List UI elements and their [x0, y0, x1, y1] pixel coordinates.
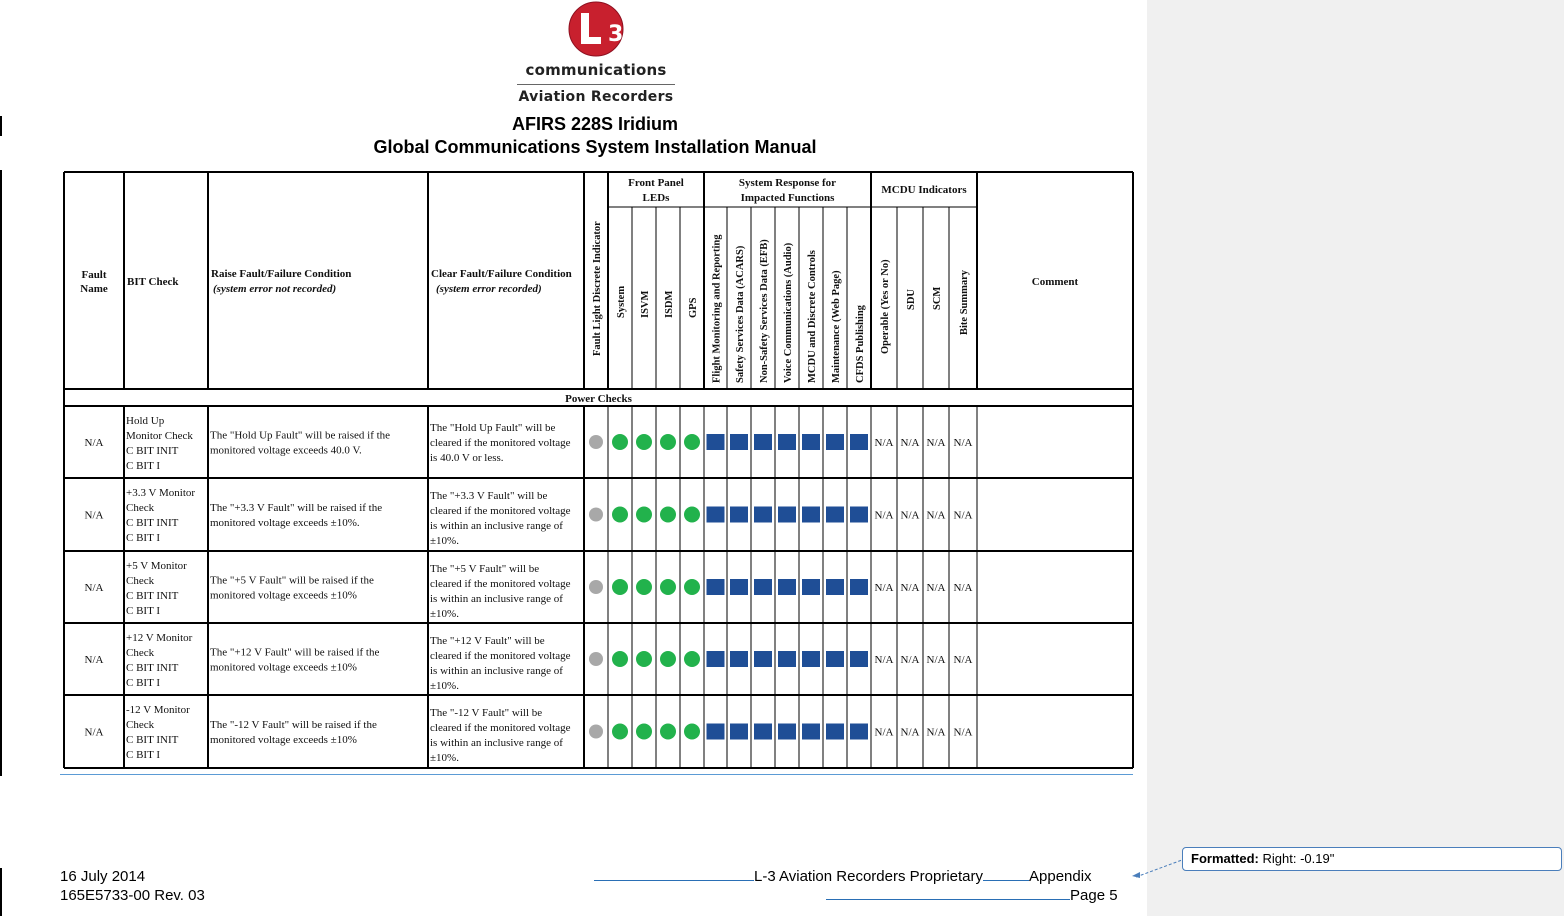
system-response-indicator: [754, 724, 772, 740]
row-clear-text: is 40.0 V or less.: [430, 452, 504, 464]
row-bit-check: C BIT INIT: [126, 445, 179, 457]
row-fault-name: N/A: [84, 726, 104, 739]
row-mcdu-value: N/A: [900, 582, 920, 594]
callout-label: Formatted:: [1191, 851, 1259, 866]
system-response-indicator: [730, 579, 748, 595]
col-header-front-panel: System: [616, 285, 627, 318]
row-mcdu-value: N/A: [900, 437, 920, 449]
row-clear-text: ±10%.: [430, 535, 459, 547]
col-header-clear: Clear Fault/Failure Condition: [431, 268, 572, 280]
system-response-indicator: [778, 507, 796, 523]
row-clear-text: cleared if the monitored voltage: [430, 437, 571, 449]
col-header-system-response: CFDS Publishing: [855, 305, 866, 383]
row-clear-text: cleared if the monitored voltage: [430, 505, 571, 517]
row-raise-text: The "Hold Up Fault" will be raised if the: [210, 429, 391, 442]
callout-connector: [1130, 858, 1190, 878]
row-clear-text: cleared if the monitored voltage: [430, 578, 571, 590]
col-header-fault-name: Name: [80, 283, 108, 295]
system-response-indicator: [850, 579, 868, 595]
row-mcdu-value: N/A: [874, 582, 894, 594]
row-clear-text: The "-12 V Fault" will be: [430, 707, 543, 719]
row-raise-text: The "-12 V Fault" will be raised if the: [210, 719, 377, 731]
system-response-indicator: [754, 651, 772, 667]
row-clear-text: is within an inclusive range of: [430, 737, 563, 749]
front-panel-led-indicator: [660, 434, 676, 450]
row-bit-check: C BIT I: [126, 677, 161, 689]
col-header-fault-light: Fault Light Discrete Indicator: [592, 221, 603, 356]
row-mcdu-value: N/A: [874, 654, 894, 666]
system-response-indicator: [778, 724, 796, 740]
row-clear-text: ±10%.: [430, 752, 459, 764]
row-mcdu-value: N/A: [926, 726, 946, 739]
col-header-mcdu: SCM: [932, 286, 943, 310]
row-mcdu-value: N/A: [953, 437, 973, 449]
row-raise-text: The "+12 V Fault" will be raised if the: [210, 646, 380, 659]
footer-underline: [983, 868, 1029, 881]
col-header-comment: Comment: [1031, 276, 1079, 288]
row-clear-text: is within an inclusive range of: [430, 520, 563, 532]
front-panel-led-indicator: [612, 579, 628, 595]
front-panel-led-indicator: [612, 651, 628, 667]
row-clear-text: The "Hold Up Fault" will be: [430, 422, 556, 434]
front-panel-led-indicator: [684, 724, 700, 740]
system-response-indicator: [850, 434, 868, 450]
logo-line-2: Aviation Recorders: [518, 89, 674, 105]
row-bit-check: Check: [126, 647, 155, 659]
row-raise-text: monitored voltage exceeds ±10%: [210, 661, 357, 674]
row-bit-check: Hold Up: [126, 415, 165, 427]
col-header-bit-check: BIT Check: [127, 276, 179, 288]
row-mcdu-value: N/A: [953, 582, 973, 594]
row-mcdu-value: N/A: [900, 654, 920, 666]
col-header-system-response: MCDU and Discrete Controls: [807, 250, 818, 383]
system-response-indicator: [802, 724, 820, 740]
col-header-front-panel: ISDM: [664, 290, 675, 318]
logo-badge-digit: 3: [608, 22, 624, 47]
row-clear-text: ±10%.: [430, 608, 459, 620]
system-response-indicator: [826, 579, 844, 595]
row-mcdu-value: N/A: [953, 726, 973, 739]
system-response-indicator: [802, 579, 820, 595]
row-mcdu-value: N/A: [900, 726, 920, 739]
row-mcdu-value: N/A: [900, 509, 920, 522]
footer-page: Page 5: [1070, 887, 1118, 904]
col-header-mcdu: Operable (Yes or No): [880, 259, 891, 354]
row-mcdu-value: N/A: [926, 654, 946, 666]
col-header-system-response: Safety Services Data (ACARS): [735, 245, 746, 383]
row-bit-check: +5 V Monitor: [126, 560, 187, 572]
group-header-system-response: System Response for: [738, 177, 837, 189]
row-bit-check: +3.3 V Monitor: [126, 487, 196, 499]
front-panel-led-indicator: [660, 579, 676, 595]
system-response-indicator: [707, 651, 725, 667]
front-panel-led-indicator: [684, 434, 700, 450]
footer-doc-number: 165E5733-00 Rev. 03: [60, 887, 205, 904]
row-bit-check: -12 V Monitor: [126, 704, 190, 716]
system-response-indicator: [707, 724, 725, 740]
footer-page-line: [826, 887, 1118, 905]
system-response-indicator: [850, 724, 868, 740]
comment-margin-panel: [1147, 0, 1564, 916]
document-title: AFIRS 228S Iridium: [511, 114, 679, 134]
system-response-indicator: [730, 724, 748, 740]
col-header-front-panel: GPS: [688, 297, 699, 318]
row-mcdu-value: N/A: [926, 582, 946, 594]
document-subtitle: Global Communications System Installation Manual: [373, 137, 817, 157]
row-fault-name: N/A: [84, 437, 104, 449]
front-panel-led-indicator: [684, 579, 700, 595]
group-header-front-panel: Front Panel: [628, 177, 684, 189]
front-panel-led-indicator: [636, 724, 652, 740]
col-header-system-response: Maintenance (Web Page): [831, 270, 842, 383]
group-header-mcdu: MCDU Indicators: [881, 184, 967, 196]
row-bit-check: C BIT I: [126, 605, 161, 617]
system-response-indicator: [707, 434, 725, 450]
system-response-indicator: [802, 651, 820, 667]
system-response-indicator: [802, 434, 820, 450]
system-response-indicator: [707, 507, 725, 523]
front-panel-led-indicator: [636, 507, 652, 523]
fault-light-indicator: [589, 435, 603, 449]
fault-light-indicator: [589, 580, 603, 594]
system-response-indicator: [778, 651, 796, 667]
col-header-system-response: Voice Communications (Audio): [783, 242, 794, 383]
row-bit-check: C BIT INIT: [126, 590, 179, 602]
row-fault-name: N/A: [84, 582, 104, 594]
callout-text: Right: -0.19": [1262, 851, 1335, 866]
col-header-system-response: Non-Safety Services Data (EFB): [759, 239, 770, 383]
col-header-mcdu: Bite Summary: [959, 269, 970, 335]
row-mcdu-value: N/A: [874, 437, 894, 449]
row-bit-check: Check: [126, 719, 155, 731]
front-panel-led-indicator: [636, 579, 652, 595]
footer-section: Appendix: [1029, 868, 1092, 885]
footer-underline: [594, 868, 754, 881]
fault-light-indicator: [589, 725, 603, 739]
front-panel-led-indicator: [660, 651, 676, 667]
system-response-indicator: [802, 507, 820, 523]
row-mcdu-value: N/A: [953, 509, 973, 522]
col-header-raise: Raise Fault/Failure Condition: [211, 268, 352, 280]
row-bit-check: C BIT I: [126, 749, 161, 761]
row-mcdu-value: N/A: [874, 509, 894, 522]
front-panel-led-indicator: [612, 724, 628, 740]
row-bit-check: C BIT INIT: [126, 517, 179, 529]
row-bit-check: C BIT I: [126, 460, 161, 472]
system-response-indicator: [754, 434, 772, 450]
front-panel-led-indicator: [660, 724, 676, 740]
row-mcdu-value: N/A: [953, 654, 973, 666]
col-header-mcdu: SDU: [906, 288, 917, 310]
group-header-front-panel: LEDs: [642, 192, 670, 204]
row-raise-text: monitored voltage exceeds 40.0 V.: [210, 444, 362, 457]
system-response-indicator: [730, 651, 748, 667]
fault-light-indicator: [589, 508, 603, 522]
row-fault-name: N/A: [84, 654, 104, 666]
system-response-indicator: [826, 724, 844, 740]
front-panel-led-indicator: [612, 507, 628, 523]
row-bit-check: +12 V Monitor: [126, 632, 193, 644]
row-bit-check: C BIT INIT: [126, 662, 179, 674]
footer-date: 16 July 2014: [60, 868, 146, 885]
system-response-indicator: [826, 651, 844, 667]
row-clear-text: The "+12 V Fault" will be: [430, 635, 545, 647]
row-raise-text: monitored voltage exceeds ±10%: [210, 589, 357, 602]
col-header-clear-note: (system error recorded): [436, 283, 542, 295]
front-panel-led-indicator: [660, 507, 676, 523]
section-title: Power Checks: [565, 393, 632, 405]
system-response-indicator: [730, 507, 748, 523]
logo-line-1: communications: [525, 61, 667, 79]
footer-underline: [826, 887, 1070, 900]
change-bar: [0, 868, 2, 916]
row-clear-text: cleared if the monitored voltage: [430, 650, 571, 662]
row-bit-check: Monitor Check: [126, 430, 193, 442]
system-response-indicator: [707, 579, 725, 595]
formatting-callout[interactable]: [1182, 847, 1562, 871]
group-header-system-response: Impacted Functions: [740, 192, 835, 204]
col-header-front-panel: ISVM: [640, 290, 651, 318]
row-raise-text: The "+3.3 V Fault" will be raised if the: [210, 502, 383, 514]
row-bit-check: C BIT I: [126, 532, 161, 544]
row-fault-name: N/A: [84, 509, 104, 522]
row-mcdu-value: N/A: [926, 437, 946, 449]
row-clear-text: The "+5 V Fault" will be: [430, 563, 540, 575]
front-panel-led-indicator: [684, 651, 700, 667]
system-response-indicator: [850, 507, 868, 523]
front-panel-led-indicator: [636, 434, 652, 450]
row-clear-text: is within an inclusive range of: [430, 665, 563, 677]
col-header-system-response: Flight Monitoring and Reporting: [711, 234, 723, 383]
front-panel-led-indicator: [684, 507, 700, 523]
row-clear-text: The "+3.3 V Fault" will be: [430, 490, 548, 502]
fault-light-indicator: [589, 652, 603, 666]
row-raise-text: monitored voltage exceeds ±10%: [210, 734, 357, 746]
system-response-indicator: [754, 579, 772, 595]
system-response-indicator: [778, 579, 796, 595]
col-header-fault-name: Fault: [81, 269, 107, 281]
front-panel-led-indicator: [612, 434, 628, 450]
row-clear-text: ±10%.: [430, 680, 459, 692]
front-panel-led-indicator: [636, 651, 652, 667]
system-response-indicator: [754, 507, 772, 523]
system-response-indicator: [826, 507, 844, 523]
row-bit-check: Check: [126, 502, 155, 514]
row-clear-text: is within an inclusive range of: [430, 593, 563, 605]
footer-rule: [60, 774, 1133, 775]
row-bit-check: Check: [126, 575, 155, 587]
footer-proprietary-line: [594, 868, 1092, 886]
system-response-indicator: [826, 434, 844, 450]
footer-proprietary: L-3 Aviation Recorders Proprietary: [754, 868, 983, 885]
row-mcdu-value: N/A: [874, 726, 894, 739]
row-raise-text: The "+5 V Fault" will be raised if the: [210, 574, 374, 587]
row-mcdu-value: N/A: [926, 509, 946, 522]
row-clear-text: cleared if the monitored voltage: [430, 722, 571, 734]
system-response-indicator: [778, 434, 796, 450]
row-bit-check: C BIT INIT: [126, 734, 179, 746]
system-response-indicator: [730, 434, 748, 450]
system-response-indicator: [850, 651, 868, 667]
col-header-raise-note: (system error not recorded): [213, 283, 337, 295]
row-raise-text: monitored voltage exceeds ±10%.: [210, 517, 360, 529]
